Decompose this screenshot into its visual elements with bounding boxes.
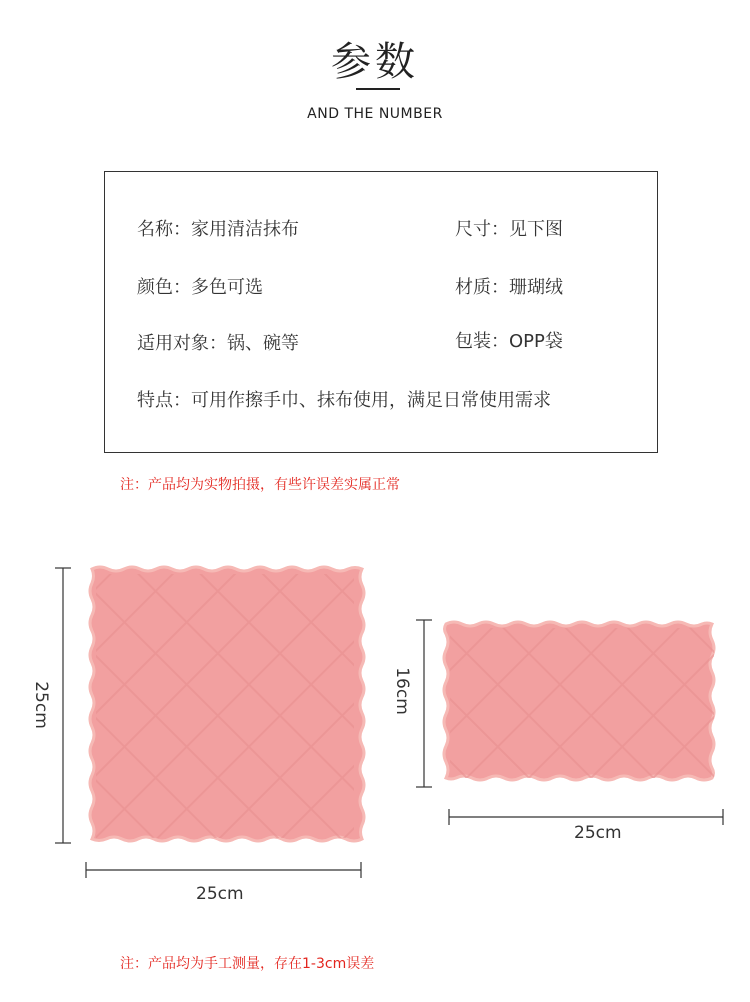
small-towel-image [444,622,714,780]
large-width-label: 25cm [196,884,244,904]
measure-note: 注：产品均为手工测量，存在1-3cm误差 [120,956,375,972]
page-title: 参数 [331,39,419,85]
large-height-dimension [55,568,71,843]
large-width-dimension [86,862,361,878]
param-size: 尺寸：见下图 [455,219,563,240]
param-color: 颜色：多色可选 [137,277,263,298]
param-target: 适用对象：锅、碗等 [137,333,299,354]
large-towel-image [90,567,364,841]
param-feature: 特点：可用作擦手巾、抹布使用，满足日常使用需求 [137,390,551,411]
param-material: 材质：珊瑚绒 [455,277,563,298]
large-height-label: 25cm [30,681,51,729]
param-package: 包装：OPP袋 [455,331,563,352]
param-name: 名称：家用清洁抹布 [137,219,299,240]
small-height-label: 16cm [391,667,412,715]
page-subtitle: AND THE NUMBER [307,106,443,122]
small-height-dimension [416,620,432,787]
small-width-label: 25cm [574,823,622,843]
photo-note: 注：产品均为实物拍摄，有些许误差实属正常 [120,477,400,493]
